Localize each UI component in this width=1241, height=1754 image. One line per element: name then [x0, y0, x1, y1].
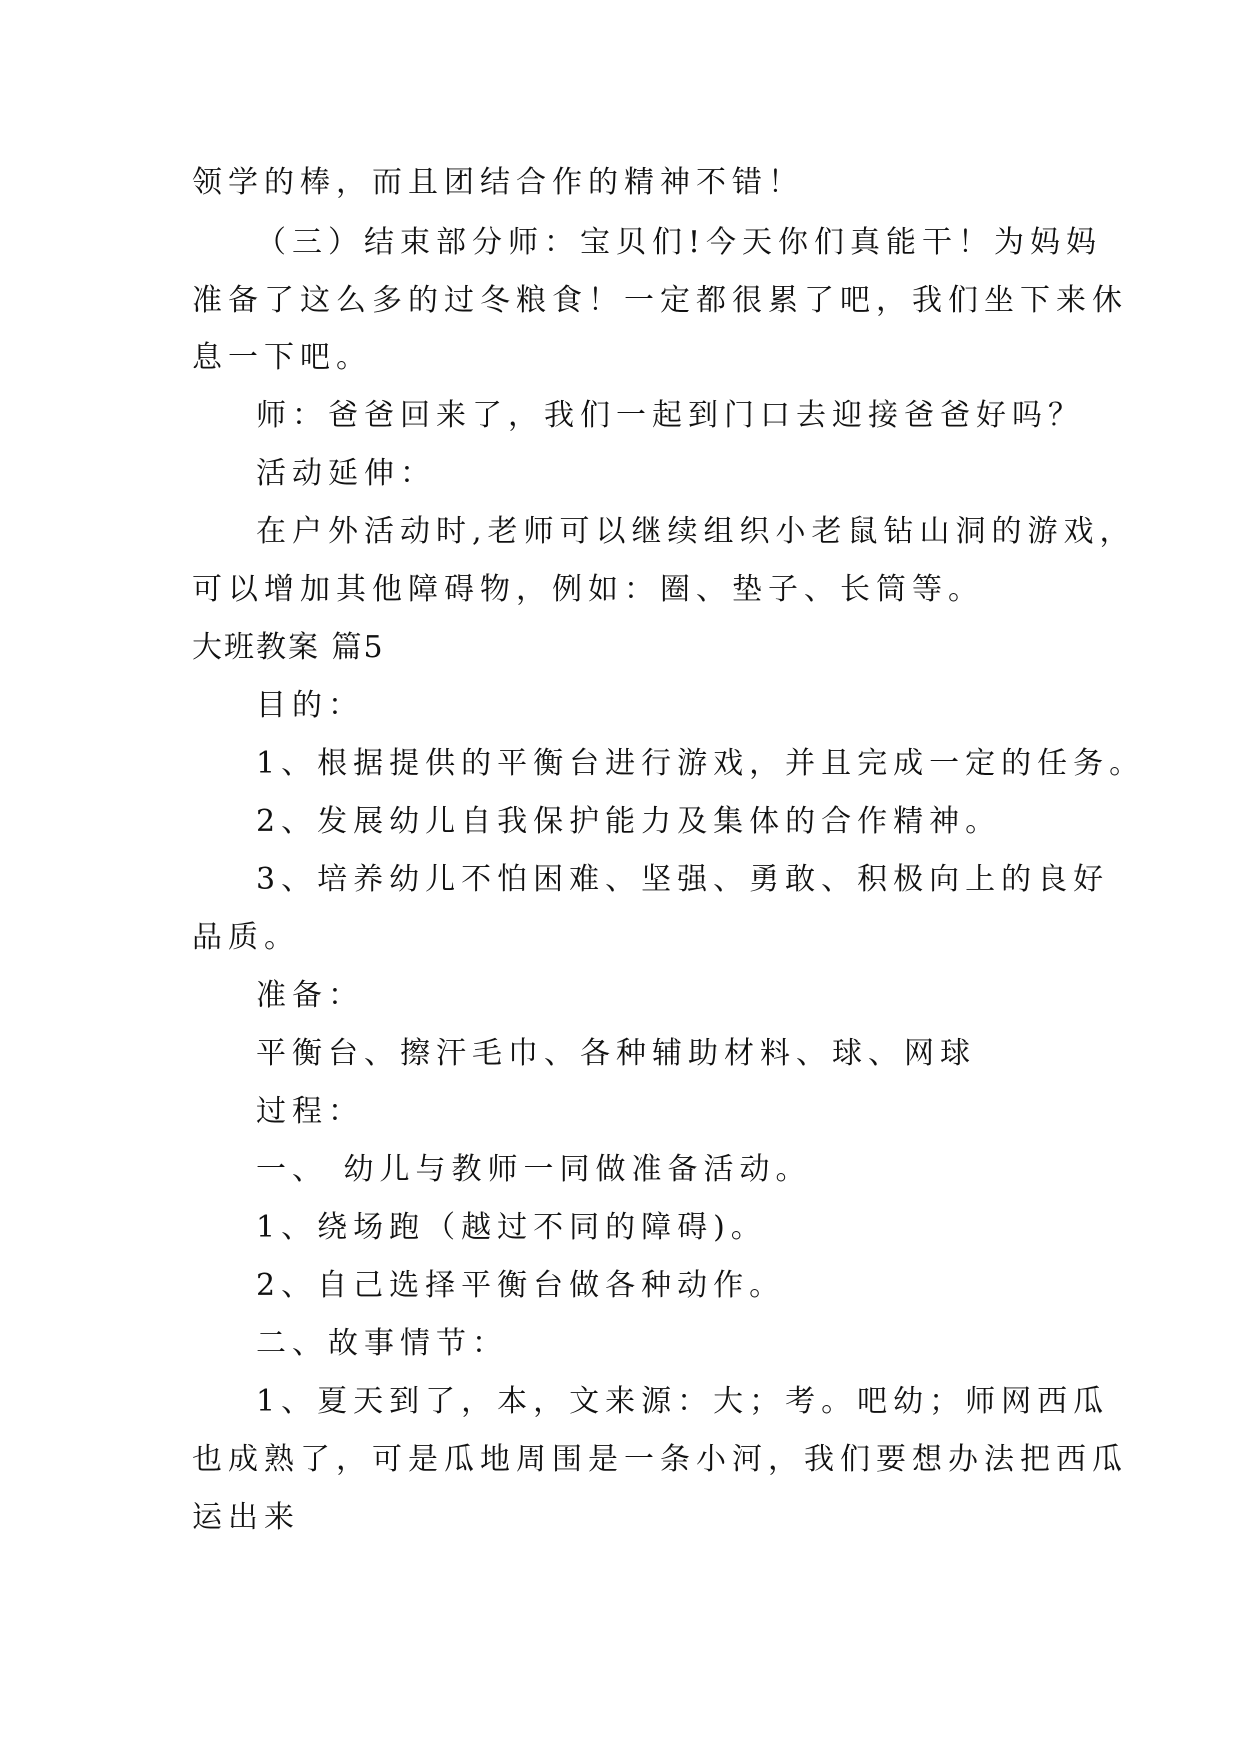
- text-line: 平衡台、擦汗毛巾、各种辅助材料、球、网球: [256, 1036, 976, 1071]
- text-line: 1、夏天到了，本，文来源：大；考。吧幼；师网西瓜: [256, 1384, 1110, 1419]
- text-line: 目的：: [256, 688, 364, 723]
- text-line: 二、故事情节：: [256, 1326, 508, 1361]
- section-heading: 大班教案 篇5: [192, 630, 385, 665]
- text-line: 息一下吧。: [192, 340, 372, 375]
- text-line: 3、培养幼儿不怕困难、坚强、勇敢、积极向上的良好: [256, 862, 1110, 897]
- text-line: 也成熟了，可是瓜地周围是一条小河，我们要想办法把西瓜: [192, 1442, 1128, 1477]
- text-line: 在户外活动时,老师可以继续组织小老鼠钻山洞的游戏，: [256, 514, 1136, 549]
- text-line: 领学的棒，而且团结合作的精神不错！: [192, 165, 804, 200]
- text-line: 可以增加其他障碍物，例如：圈、垫子、长筒等。: [192, 572, 984, 607]
- text-line: 2、自己选择平衡台做各种动作。: [256, 1268, 786, 1303]
- text-line: 准备了这么多的过冬粮食！一定都很累了吧，我们坐下来休: [192, 283, 1128, 318]
- text-line: 运出来: [192, 1500, 300, 1535]
- text-line: （三）结束部分师：宝贝们!今天你们真能干！为妈妈: [256, 225, 1103, 260]
- text-line: 1、根据提供的平衡台进行游戏，并且完成一定的任务。: [256, 746, 1146, 781]
- text-line: 师：爸爸回来了，我们一起到门口去迎接爸爸好吗？: [256, 398, 1084, 433]
- text-line: 品质。: [192, 920, 300, 955]
- text-line: 1、绕场跑（越过不同的障碍)。: [256, 1210, 767, 1245]
- text-line: 过程：: [256, 1094, 364, 1129]
- text-line: 2、发展幼儿自我保护能力及集体的合作精神。: [256, 804, 1002, 839]
- text-line: 活动延伸：: [256, 456, 436, 491]
- text-line: 一、 幼儿与教师一同做准备活动。: [256, 1152, 812, 1187]
- text-line: 准备：: [256, 978, 364, 1013]
